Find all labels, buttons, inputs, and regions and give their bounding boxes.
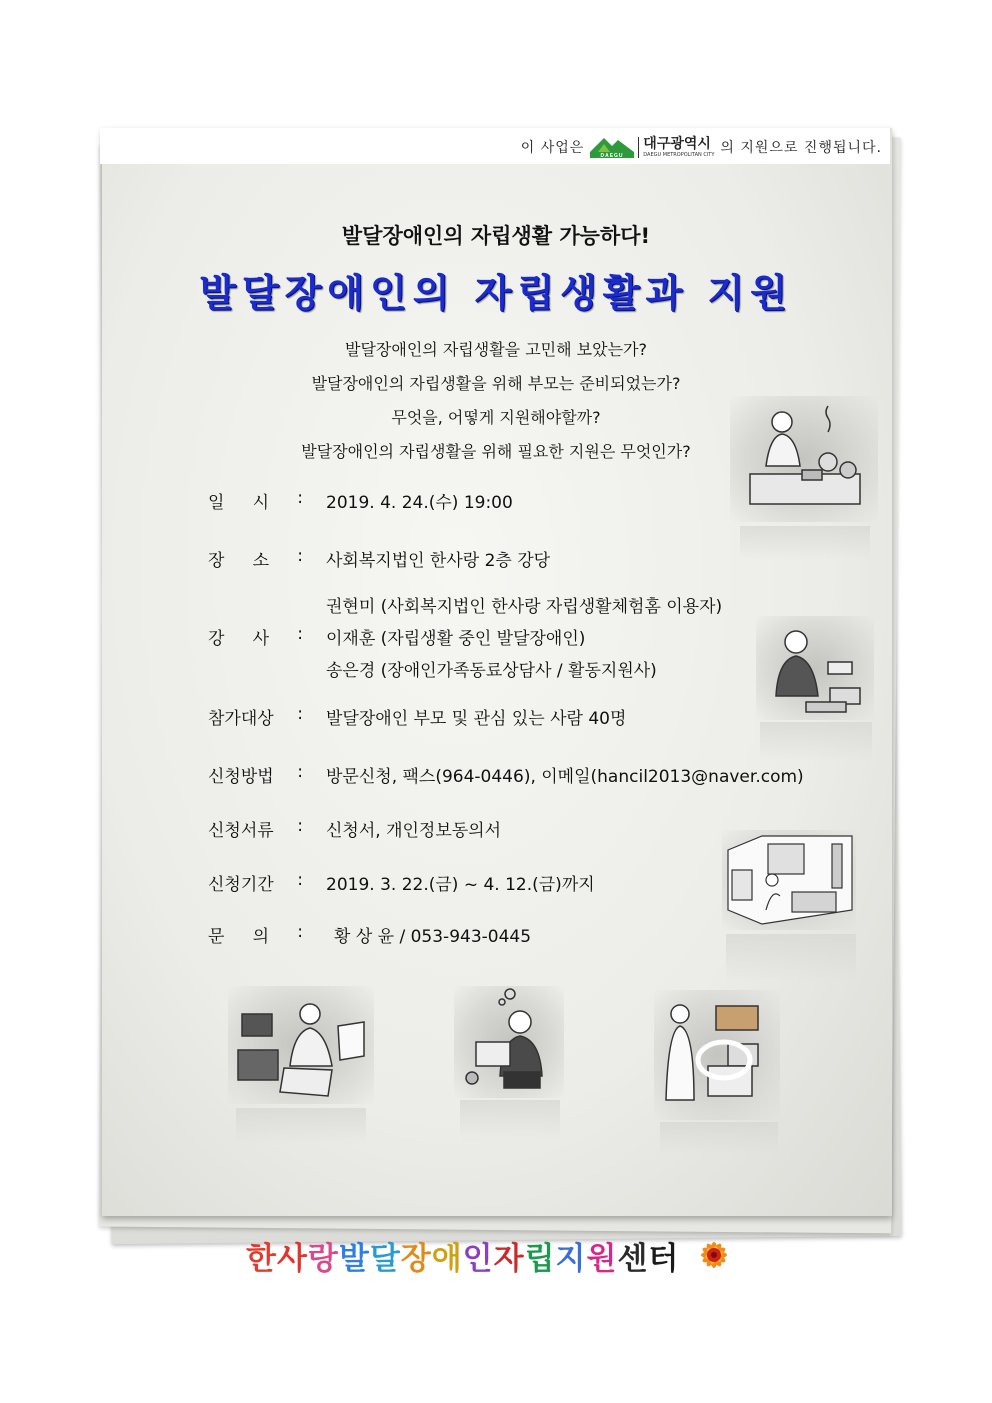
center-name-char: 원 [586,1240,618,1277]
money-counting-illustration [756,616,874,720]
info-value-audience: 발달장애인 부모 및 관심 있는 사람 40명 [326,709,627,729]
center-name-char: 장 [400,1240,432,1277]
sponsor-suffix: 의 지원으로 진행됩니다. [720,140,882,156]
sponsor-prefix: 이 사업은 [520,140,585,156]
center-name-char: 립 [524,1240,556,1277]
cooking-illustration-reflection [740,526,870,560]
daegu-name-english: DAEGU METROPOLITAN CITY [643,151,715,158]
packing-illustration-reflection [236,1108,366,1144]
bedroom-illustration-reflection [726,934,856,982]
center-name-char: 지 [555,1240,587,1277]
subtitle: 발달장애인의 자립생활 가능하다! [341,224,651,248]
center-name-char: 센 [617,1240,649,1277]
info-label: 장 소 : [208,546,303,571]
reading-illustration [454,986,564,1098]
info-label: 참가대상 : [208,704,303,729]
center-name-char: 터 [648,1240,680,1277]
bedroom-illustration [722,830,856,930]
center-name-char: 달 [369,1240,401,1277]
center-name-char: 애 [431,1240,463,1277]
packing-illustration [228,986,374,1104]
info-value-date: 2019. 4. 24.(수) 19:00 [326,493,513,513]
shopping-illustration [654,990,780,1120]
daegu-name-korean: 대구광역시 [643,135,711,152]
daegu-mark-text: DAEGU [600,153,624,158]
question-item: 발달장애인의 자립생활을 위해 필요한 지원은 무엇인가? [301,442,691,461]
info-label: 신청방법 : [208,762,303,787]
question-item: 발달장애인의 자립생활을 고민해 보았는가? [345,340,647,359]
info-label: 강 사 : [208,624,303,649]
flower-logo-icon [687,1228,741,1282]
center-name-char: 사 [276,1240,308,1277]
daegu-logo [590,136,714,158]
info-label: 문 의 : [208,922,303,947]
question-item: 발달장애인의 자립생활을 위해 부모는 준비되었는가? [311,374,681,393]
sponsor-line [521,136,882,158]
info-value-apply-method: 방문신청, 팩스(964-0446), 이메일(hancil2013@naver.com) [326,767,804,787]
info-value-place: 사회복지법인 한사랑 2층 강당 [326,551,551,571]
question-item: 무엇을, 어떻게 지원해야할까? [391,408,601,427]
info-label: 신청기간 : [208,870,303,895]
page-title: 발달장애인의 자립생활과 지원 [199,271,793,315]
info-label: 신청서류 : [208,816,303,841]
center-name [246,1228,741,1282]
center-name-char: 한 [246,1240,277,1277]
reading-illustration-reflection [460,1100,560,1140]
center-name-char: 발 [338,1240,370,1277]
info-value-contact: 황 상 윤 / 053-943-0445 [334,927,532,947]
center-name-char: 인 [462,1240,494,1277]
shopping-illustration-reflection [660,1122,778,1154]
money-counting-illustration-reflection [760,722,872,762]
daegu-name [638,137,714,158]
cooking-illustration [730,396,878,522]
info-label: 일 시 : [208,488,303,513]
info-value-period: 2019. 3. 22.(금) ~ 4. 12.(금)까지 [326,875,595,895]
center-name-char: 랑 [307,1240,339,1277]
center-name-char: 자 [493,1240,525,1277]
info-value-documents: 신청서, 개인정보동의서 [326,821,502,841]
daegu-mountain-icon [590,136,634,158]
